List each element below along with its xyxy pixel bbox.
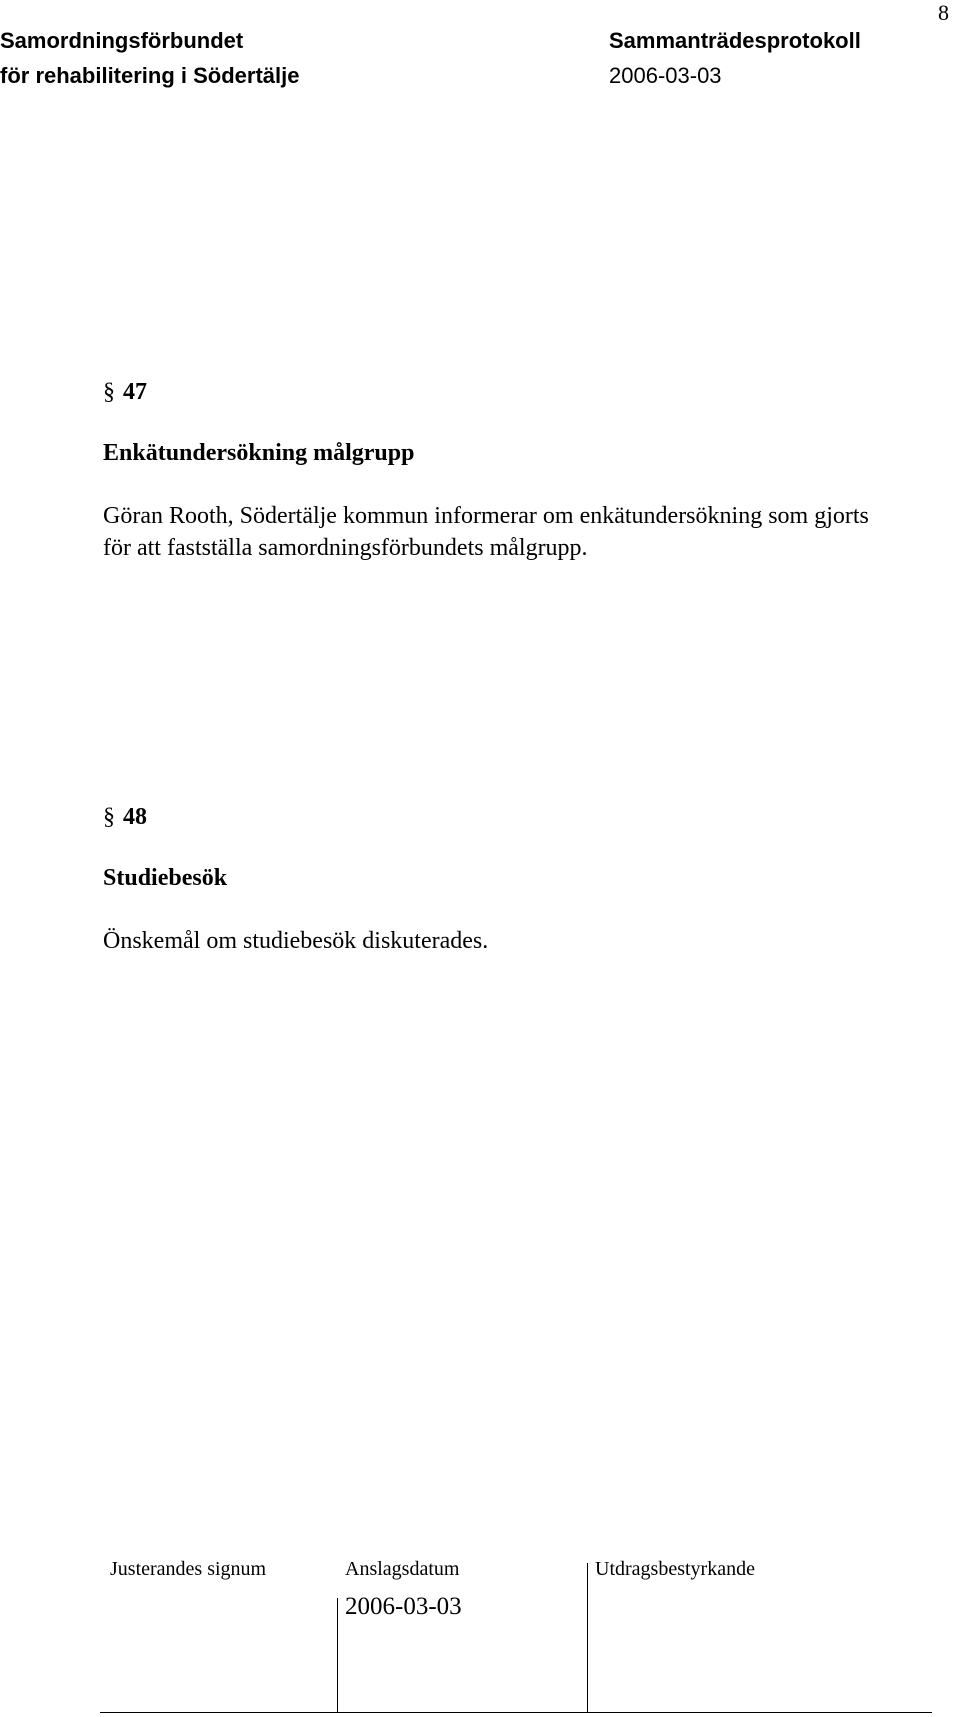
- section-symbol: §: [103, 379, 115, 405]
- section-symbol: §: [103, 804, 115, 830]
- organization-subtitle: för rehabilitering i Södertälje: [0, 63, 300, 88]
- signum-label: Justerandes signum: [110, 1558, 267, 1580]
- page-number: 8: [938, 0, 949, 25]
- footer-divider-left: [337, 1598, 338, 1713]
- document-type: Sammanträdesprotokoll: [609, 28, 861, 53]
- section-number: 47: [123, 379, 147, 405]
- section-heading-47: [103, 379, 147, 406]
- section-body-47: [103, 500, 869, 564]
- footer-divider-right: [587, 1563, 588, 1713]
- section-body-48: [103, 925, 488, 957]
- body-line: Önskemål om studiebesök diskuterades.: [103, 928, 489, 954]
- section-title-47: Enkätundersökning målgrupp: [103, 440, 415, 466]
- posting-date-value: 2006-03-03: [345, 1593, 462, 1620]
- footer-signature-line: [100, 1712, 932, 1713]
- section-number: 48: [123, 804, 147, 830]
- posting-date-label: Anslagsdatum: [345, 1558, 460, 1580]
- certification-label: Utdragsbestyrkande: [595, 1558, 755, 1580]
- document-date: 2006-03-03: [609, 63, 722, 88]
- body-line: Göran Rooth, Södertälje kommun informerar om enkätundersökning som gjorts: [103, 503, 869, 529]
- organization-name: Samordningsförbundet: [0, 28, 244, 53]
- body-line: för att fastställa samordningsförbundets målgrupp.: [103, 535, 588, 561]
- section-title-48: Studiebesök: [103, 865, 228, 891]
- section-heading-48: [103, 804, 147, 831]
